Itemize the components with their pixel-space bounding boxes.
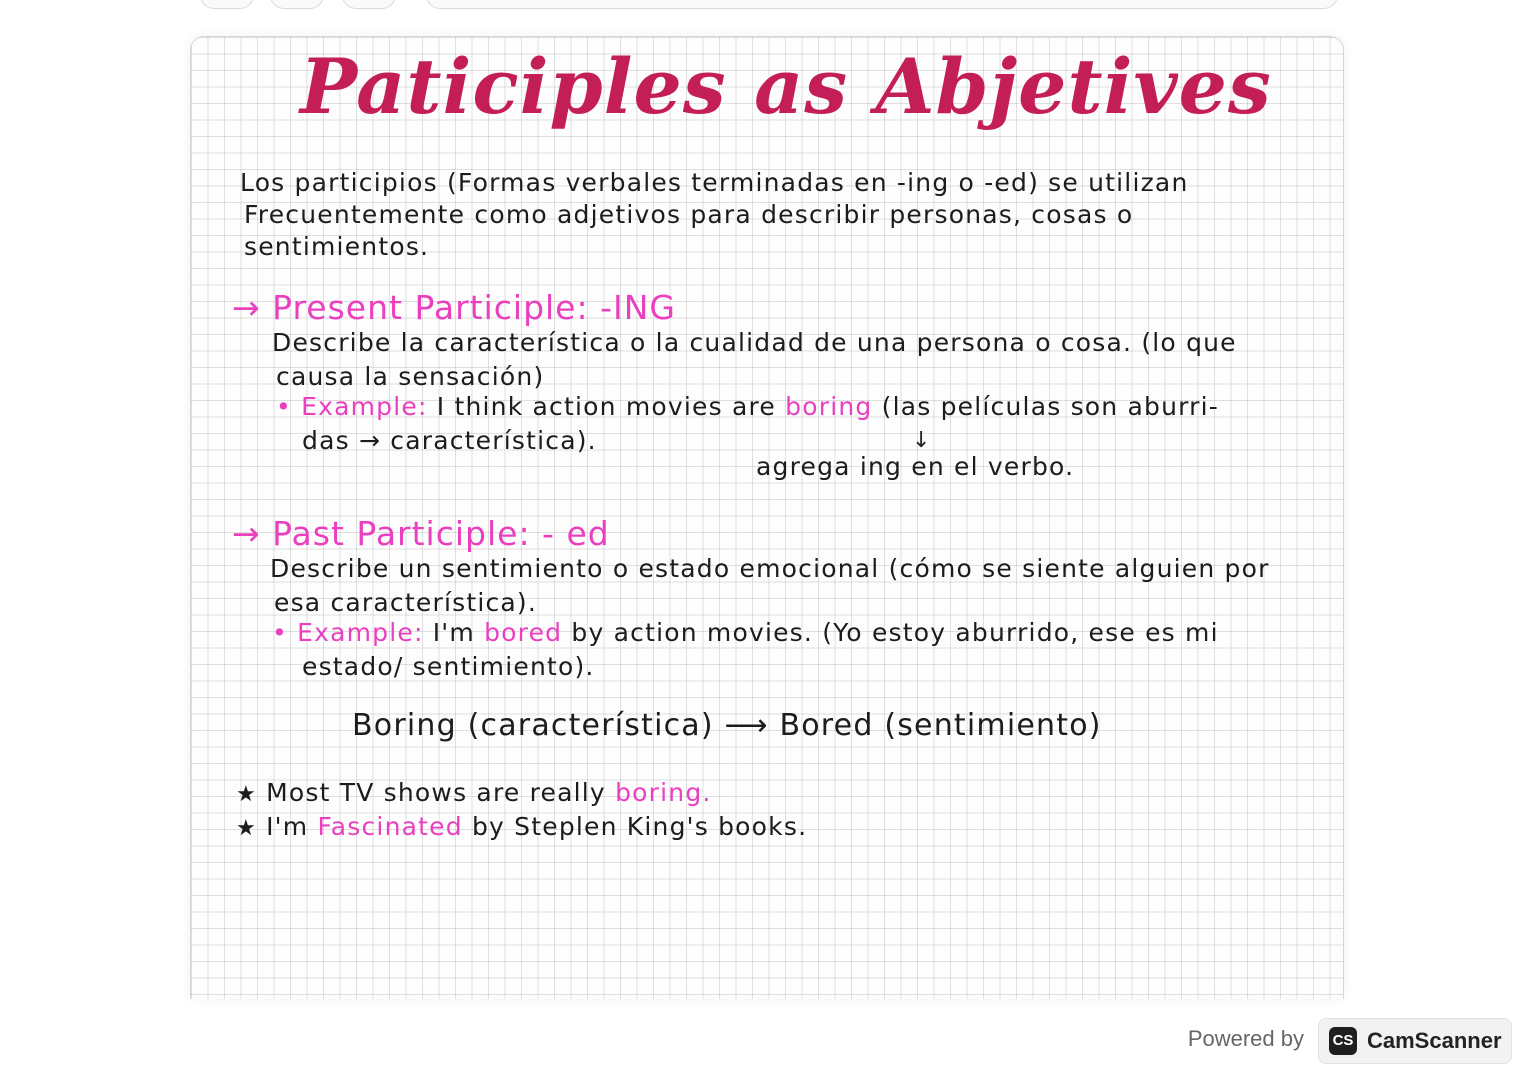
summary-line: Boring (característica) ⟶ Bored (sentimiento) — [352, 708, 1102, 743]
present-desc-line-1: Describe la característica o la cualidad de una persona o cosa. (lo que — [272, 328, 1237, 357]
past-example-line-2: estado/ sentimiento). — [302, 652, 595, 681]
camscanner-brand-name: CamScanner — [1367, 1028, 1502, 1053]
camscanner-logo-icon: CS — [1329, 1027, 1357, 1055]
example-text: I'm — [432, 618, 475, 647]
binder-tabs — [190, 0, 1340, 14]
intro-line-2: Frecuentemente como adjetivos para describir personas, cosas o — [244, 200, 1134, 229]
intro-line-1: Los participios (Formas verbales terminadas en -ing o -ed) se utilizan — [240, 168, 1189, 197]
star-example-text: I'm — [266, 812, 309, 841]
page-title: Paticiples as Abjetives — [300, 42, 1272, 131]
bullet-icon: • — [276, 392, 302, 421]
binder-tab — [270, 0, 324, 9]
present-example-line-2: das → característica). — [302, 426, 597, 455]
highlight-word: bored — [484, 618, 563, 647]
star-example-2 — [236, 812, 807, 841]
camscanner-badge — [1318, 1018, 1512, 1064]
example-gloss: by action movies. (Yo estoy aburrido, ese es mi — [571, 618, 1219, 647]
past-desc-line-2: esa característica). — [274, 588, 538, 617]
intro-line-3: sentimientos. — [244, 232, 430, 261]
powered-by-label: Powered by — [1187, 1026, 1304, 1051]
present-example-line — [276, 392, 1219, 421]
past-participle-heading: → Past Participle: - ed — [232, 514, 610, 553]
star-icon: ★ — [236, 816, 257, 841]
example-gloss: (las películas son aburri- — [881, 392, 1220, 421]
binder-tab — [342, 0, 396, 9]
past-desc-line-1: Describe un sentimiento o estado emocional (cómo se siente alguien por — [270, 554, 1270, 583]
highlight-word: Fascinated — [317, 812, 463, 841]
example-label: Example: — [301, 392, 428, 421]
binder-tab — [426, 0, 1338, 9]
star-example-text-end: by Steplen King's books. — [471, 812, 808, 841]
highlight-word: boring. — [615, 778, 712, 807]
highlight-word: boring — [785, 392, 873, 421]
bullet-icon: • — [272, 618, 298, 647]
example-text: I think action movies are — [436, 392, 776, 421]
arrow-down-icon: ↓ — [912, 428, 931, 453]
present-participle-heading: → Present Participle: -ING — [232, 288, 676, 327]
present-note: agrega ing en el verbo. — [756, 452, 1075, 481]
binder-tab — [200, 0, 254, 9]
present-desc-line-2: causa la sensación) — [276, 362, 545, 391]
example-label: Example: — [297, 618, 424, 647]
star-example-text: Most TV shows are really — [266, 778, 606, 807]
star-example-1 — [236, 778, 712, 807]
past-example-line — [272, 618, 1219, 647]
star-icon: ★ — [236, 782, 257, 807]
